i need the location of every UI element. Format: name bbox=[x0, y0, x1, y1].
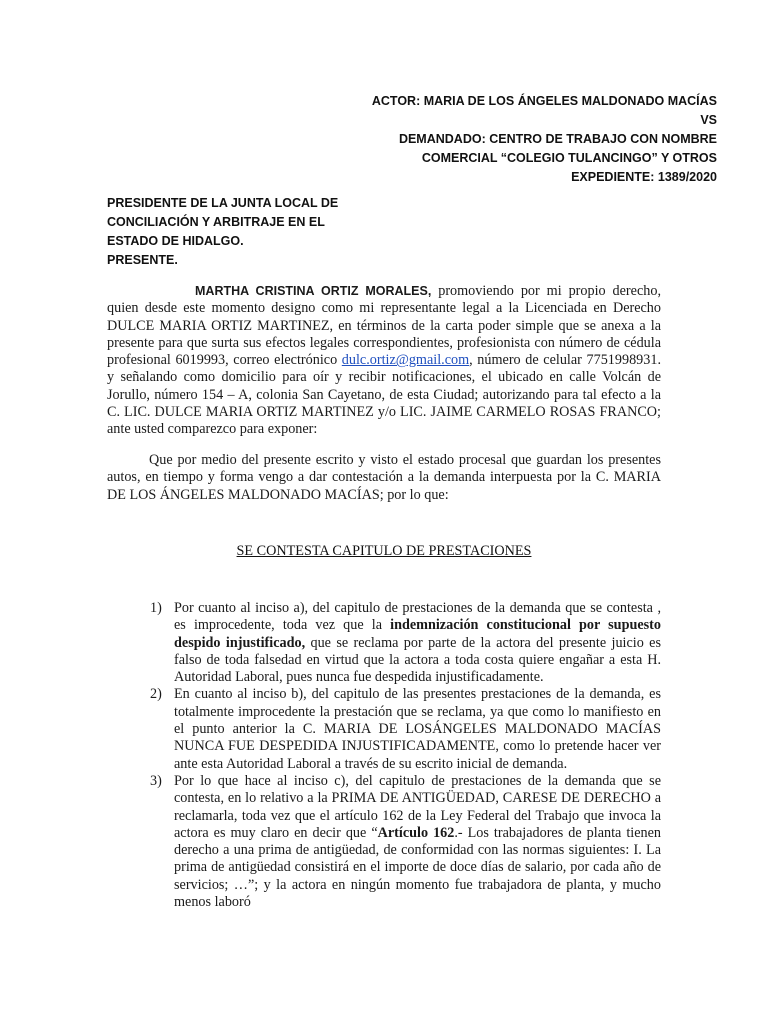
addressee-line-2: CONCILIACIÓN Y ARBITRAJE EN EL bbox=[107, 215, 325, 229]
defendant-line-2: COMERCIAL “COLEGIO TULANCINGO” Y OTROS bbox=[421, 151, 717, 165]
intro-paragraph bbox=[107, 283, 661, 439]
actor-line: ACTOR: MARIA DE LOS ÁNGELES MALDONADO MACÍAS bbox=[371, 94, 717, 108]
benefits-response-list bbox=[150, 600, 661, 911]
promoter-name: MARTHA CRISTINA ORTIZ MORALES, bbox=[195, 284, 432, 298]
item-text-part-1: Por lo que hace al inciso c), del capitulo de prestaciones de la demanda que se contesta, en lo relativo a la PRIMA DE ANTIGÜEDAD, CARESE DE DERECHO a reclamarla, toda vez que el artículo 162 de la Ley Federal del Trabajo que invoca la actora es muy claro en decir que “ bbox=[174, 772, 661, 841]
case-header bbox=[217, 92, 717, 187]
item-text-part-2: .- Los trabajadores de planta tienen derecho a una prima de antigüedad, de conformidad con las normas siguientes: I. La prima de antigüedad consistirá en el importe de doce días de salario, por cada año de servicios; …”; y la actora en ningún momento fue trabajadora de planta, y mucho menos laboró bbox=[174, 824, 661, 911]
item-text-part-2: que se reclama por parte de la actora del presente juicio es falso de toda falsedad en virtud que la actora a toda costa quiere engañar a esta H. Autoridad Laboral, pues nunca fue despedida injustificadamente. bbox=[174, 634, 662, 686]
response-paragraph bbox=[107, 452, 661, 504]
email-link[interactable]: dulc.ortiz@gmail.com bbox=[341, 352, 470, 369]
intro-text-part-2: , número de celular 7751998931. y señalando como domicilio para oír y recibir notificaciones, el ubicado en calle Volcán de Jorullo, número 154 – A, colonia San Cayetano, de esta Ciudad; autorizando para tal efecto a la C. LIC. DULCE MARIA ORTIZ MARTINEZ y/o LIC. JAIME CARMELO ROSAS FRANCO; ante usted comparezco para exponer: bbox=[107, 352, 661, 438]
item-bold-text: indemnización constitucional por supuesto despido injustificado, bbox=[174, 617, 661, 651]
section-title: SE CONTESTA CAPITULO DE PRESTACIONES bbox=[236, 543, 532, 559]
case-number-line: EXPEDIENTE: 1389/2020 bbox=[571, 170, 717, 184]
response-text: Que por medio del presente escrito y visto el estado procesal que guardan los presentes autos, en tiempo y forma vengo a dar contestación a la demanda interpuesta por la C. MARIA DE LOS ÁNGELES MALDONADO MACÍAS; por lo que: bbox=[107, 452, 661, 503]
item-number: 3) bbox=[150, 772, 162, 789]
item-bold-text: Artículo 162 bbox=[377, 824, 455, 841]
item-text: En cuanto al inciso b), del capitulo de las presentes prestaciones de la demanda, es totalmente improcedente la prestación que se reclama, ya que como lo manifiesto en el punto anterior la C. MARIA DE LOSÁNGELES MALDONADO MACÍAS NUNCA FUE DESPEDIDA INJUSTIFICADAMENTE, como lo pretende hacer ver ante esta Autoridad Laboral a través de su escrito inicial de demanda. bbox=[174, 686, 661, 772]
vs-line: VS bbox=[700, 113, 717, 127]
item-number: 2) bbox=[150, 686, 162, 703]
addressee-line-1: PRESIDENTE DE LA JUNTA LOCAL DE bbox=[107, 196, 339, 210]
list-item bbox=[150, 600, 661, 686]
item-number: 1) bbox=[150, 600, 162, 616]
intro-text-part-1: promoviendo por mi propio derecho, quien desde este momento designo como mi representante legal a la Licenciada en Derecho DULCE MARIA ORTIZ MARTINEZ, en términos de la carta poder simple que se anexa a la presente para que surta sus efectos legales correspondientes, profesionista con número de cédula profesional 6019993, correo electrónico bbox=[107, 283, 661, 369]
addressee-line-4: PRESENTE. bbox=[107, 253, 178, 267]
list-item bbox=[150, 773, 661, 911]
addressee-line-3: ESTADO DE HIDALGO. bbox=[107, 234, 244, 248]
defendant-line-1: DEMANDADO: CENTRO DE TRABAJO CON NOMBRE bbox=[398, 132, 717, 146]
addressee-block bbox=[107, 194, 427, 270]
item-text-part-1: Por cuanto al inciso a), del capitulo de prestaciones de la demanda que se contesta , es improcedente, toda vez que la bbox=[174, 600, 661, 634]
list-item bbox=[150, 686, 661, 772]
